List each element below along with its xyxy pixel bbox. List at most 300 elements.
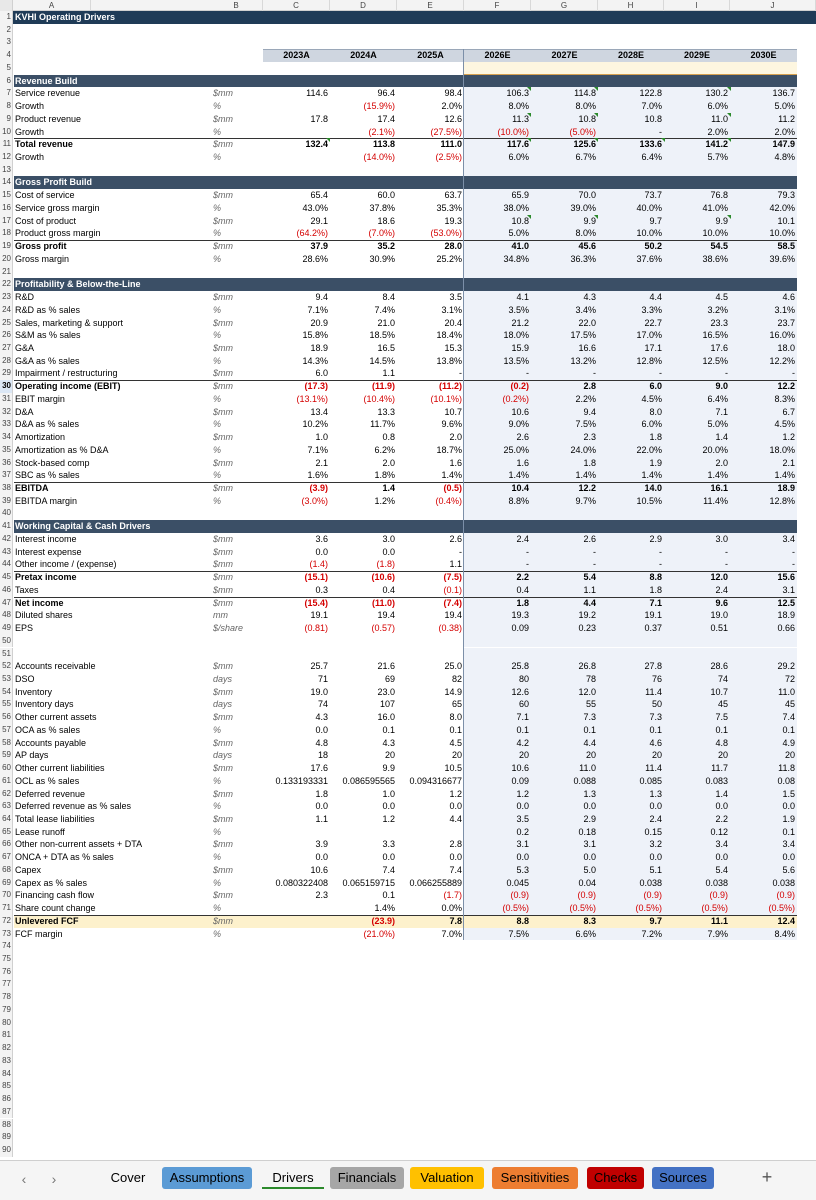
unit-cell[interactable]: % <box>213 928 222 939</box>
row-number[interactable]: 58 <box>0 737 13 750</box>
row-number[interactable]: 21 <box>0 266 13 279</box>
value-cell[interactable]: (0.9) <box>577 890 596 901</box>
value-cell[interactable]: 2.0 <box>449 432 462 443</box>
value-cell[interactable]: 1.8 <box>649 584 662 595</box>
value-cell[interactable]: 17.4 <box>377 113 395 124</box>
value-cell[interactable]: 1.1 <box>449 559 462 570</box>
value-cell[interactable]: 9.9 <box>583 215 596 226</box>
unit-cell[interactable]: $mm <box>213 661 233 672</box>
value-cell[interactable]: 20.4 <box>444 317 462 328</box>
year-header-cell[interactable]: 2026E <box>484 50 511 61</box>
value-cell[interactable]: 1.2 <box>449 788 462 799</box>
column-header-j[interactable]: J <box>730 0 816 11</box>
value-cell[interactable]: 43.0% <box>302 202 328 213</box>
row-label[interactable]: Impairment / restructuring <box>15 368 118 379</box>
year-header-cell[interactable]: 2030E <box>750 50 777 61</box>
value-cell[interactable]: 21.0 <box>377 317 395 328</box>
value-cell[interactable]: (15.1) <box>304 572 328 583</box>
unit-cell[interactable]: % <box>213 330 222 341</box>
value-cell[interactable]: 1.4% <box>575 470 596 481</box>
value-cell[interactable]: 4.5 <box>715 292 728 303</box>
row-number[interactable]: 86 <box>0 1093 13 1106</box>
value-cell[interactable]: 1.8% <box>374 470 395 481</box>
row-number[interactable]: 6 <box>0 75 13 88</box>
value-cell[interactable]: 10.0% <box>702 228 728 239</box>
value-cell[interactable]: 0.0 <box>315 801 328 812</box>
value-cell[interactable]: 3.4 <box>782 839 795 850</box>
value-cell[interactable]: 0.8 <box>382 432 395 443</box>
row-number[interactable]: 7 <box>0 87 13 100</box>
value-cell[interactable]: 3.9 <box>315 839 328 850</box>
value-cell[interactable]: 23.7 <box>777 317 795 328</box>
value-cell[interactable]: 65.4 <box>310 190 328 201</box>
unit-cell[interactable]: % <box>213 470 222 481</box>
value-cell[interactable]: 11.4% <box>703 495 728 506</box>
value-cell[interactable]: 9.7% <box>575 495 596 506</box>
formula-warning-flag[interactable] <box>594 138 598 142</box>
unit-cell[interactable]: $mm <box>213 597 233 608</box>
formula-warning-flag[interactable] <box>727 113 731 117</box>
row-number[interactable]: 79 <box>0 1004 13 1017</box>
value-cell[interactable]: 9.0% <box>508 419 529 430</box>
row-number[interactable]: 54 <box>0 686 13 699</box>
value-cell[interactable]: 0.085 <box>639 775 662 786</box>
value-cell[interactable]: 20 <box>384 750 395 761</box>
value-cell[interactable]: (0.9) <box>510 890 529 901</box>
value-cell[interactable]: - <box>725 559 728 570</box>
value-cell[interactable]: 12.0 <box>710 572 728 583</box>
value-cell[interactable]: 15.3 <box>444 342 462 353</box>
value-cell[interactable]: 1.9 <box>649 457 662 468</box>
value-cell[interactable] <box>330 826 397 839</box>
value-cell[interactable]: 3.1% <box>774 304 795 315</box>
value-cell[interactable]: 2.6 <box>449 533 462 544</box>
value-cell[interactable]: 1.4% <box>707 470 728 481</box>
row-number[interactable]: 34 <box>0 431 13 444</box>
value-cell[interactable]: 2.0% <box>707 126 728 137</box>
value-cell[interactable]: 4.8% <box>774 152 795 163</box>
value-cell[interactable]: 122.8 <box>639 88 662 99</box>
row-number[interactable]: 83 <box>0 1055 13 1068</box>
value-cell[interactable]: 19.1 <box>644 610 662 621</box>
value-cell[interactable]: 4.4 <box>583 597 596 608</box>
value-cell[interactable]: - <box>593 546 596 557</box>
section-title[interactable]: Working Capital & Cash Drivers <box>15 521 151 532</box>
value-cell[interactable]: 11.8 <box>778 763 795 774</box>
value-cell[interactable]: 0.12 <box>710 826 728 837</box>
tab-sources[interactable]: Sources <box>652 1167 714 1189</box>
row-number[interactable]: 26 <box>0 329 13 342</box>
value-cell[interactable]: 40.0% <box>636 202 662 213</box>
row-label[interactable]: Growth <box>15 126 45 137</box>
value-cell[interactable]: 10.0% <box>769 228 795 239</box>
value-cell[interactable]: 3.4% <box>575 304 596 315</box>
row-number[interactable]: 38 <box>0 482 13 495</box>
unit-cell[interactable]: days <box>213 750 233 761</box>
row-number[interactable]: 61 <box>0 775 13 788</box>
value-cell[interactable]: 20.0% <box>702 444 728 455</box>
row-number[interactable]: 11 <box>0 138 13 151</box>
value-cell[interactable]: 1.6 <box>449 457 462 468</box>
column-header-c[interactable]: C <box>263 0 330 11</box>
value-cell[interactable]: 10.6 <box>511 763 529 774</box>
unit-cell[interactable]: % <box>213 419 222 430</box>
row-number[interactable]: 75 <box>0 953 13 966</box>
unit-cell[interactable]: $mm <box>213 546 233 557</box>
value-cell[interactable]: 2.1 <box>782 457 795 468</box>
year-header-cell[interactable]: 2024A <box>350 50 377 61</box>
value-cell[interactable]: 6.0% <box>508 152 529 163</box>
tab-drivers[interactable]: Drivers <box>262 1167 324 1189</box>
row-label[interactable]: Financing cash flow <box>15 890 95 901</box>
row-number[interactable]: 12 <box>0 151 13 164</box>
row-number[interactable]: 9 <box>0 113 13 126</box>
row-label[interactable]: Stock-based comp <box>15 457 90 468</box>
unit-cell[interactable]: $mm <box>213 139 233 150</box>
value-cell[interactable]: 0.1 <box>382 724 395 735</box>
value-cell[interactable]: 5.0% <box>774 101 795 112</box>
row-number[interactable]: 39 <box>0 495 13 508</box>
value-cell[interactable]: - <box>792 559 795 570</box>
value-cell[interactable]: 8.4% <box>774 928 795 939</box>
value-cell[interactable]: 12.6 <box>511 686 529 697</box>
value-cell[interactable]: 39.6% <box>769 253 795 264</box>
value-cell[interactable]: 35.2 <box>377 241 395 252</box>
value-cell[interactable]: 8.0% <box>575 228 596 239</box>
value-cell[interactable]: - <box>792 368 795 379</box>
value-cell[interactable]: (27.5%) <box>430 126 462 137</box>
row-number[interactable]: 84 <box>0 1068 13 1081</box>
row-label[interactable]: EBITDA margin <box>15 495 78 506</box>
value-cell[interactable]: 0.0 <box>649 852 662 863</box>
value-cell[interactable]: (0.2) <box>510 381 529 392</box>
value-cell[interactable]: 8.0% <box>508 101 529 112</box>
value-cell[interactable]: 13.3 <box>377 406 395 417</box>
value-cell[interactable]: (17.3) <box>304 381 328 392</box>
value-cell[interactable]: 45 <box>784 699 795 710</box>
value-cell[interactable]: 11.3 <box>512 113 529 124</box>
value-cell[interactable]: 10.8 <box>644 113 662 124</box>
formula-warning-flag[interactable] <box>594 215 598 219</box>
value-cell[interactable]: 147.9 <box>772 139 795 150</box>
value-cell[interactable]: 0.1 <box>715 724 728 735</box>
value-cell[interactable]: 7.1% <box>307 304 328 315</box>
value-cell[interactable]: (0.4%) <box>435 495 462 506</box>
value-cell[interactable]: 10.6 <box>310 864 328 875</box>
value-cell[interactable]: 72 <box>784 673 795 684</box>
row-number[interactable]: 69 <box>0 877 13 890</box>
value-cell[interactable]: 4.1 <box>516 292 529 303</box>
row-number[interactable]: 36 <box>0 457 13 470</box>
value-cell[interactable]: - <box>593 559 596 570</box>
value-cell[interactable]: 1.8 <box>649 432 662 443</box>
value-cell[interactable]: 7.1 <box>715 406 728 417</box>
value-cell[interactable]: 0.1 <box>782 826 795 837</box>
value-cell[interactable]: 12.0 <box>578 686 596 697</box>
value-cell[interactable]: 1.2% <box>374 495 395 506</box>
value-cell[interactable]: - <box>593 368 596 379</box>
value-cell[interactable]: 0.0 <box>449 801 462 812</box>
value-cell[interactable]: 12.6 <box>444 113 462 124</box>
value-cell[interactable]: 15.6 <box>777 572 795 583</box>
row-number[interactable]: 67 <box>0 851 13 864</box>
value-cell[interactable]: 8.0 <box>449 712 462 723</box>
value-cell[interactable]: 2.8 <box>449 839 462 850</box>
row-number[interactable]: 63 <box>0 800 13 813</box>
year-header-cell[interactable]: 2027E <box>551 50 578 61</box>
value-cell[interactable]: 2.0 <box>382 457 395 468</box>
value-cell[interactable]: 107 <box>379 699 395 710</box>
section-title[interactable]: Revenue Build <box>15 75 78 86</box>
value-cell[interactable]: 0.086595565 <box>342 775 395 786</box>
value-cell[interactable]: 2.0% <box>441 101 462 112</box>
value-cell[interactable]: 73.7 <box>644 190 662 201</box>
value-cell[interactable]: 10.1 <box>777 215 795 226</box>
row-number[interactable]: 76 <box>0 966 13 979</box>
value-cell[interactable]: 1.6% <box>307 470 328 481</box>
value-cell[interactable]: 2.9 <box>649 533 662 544</box>
value-cell[interactable]: 6.0 <box>649 381 662 392</box>
value-cell[interactable]: 30.9% <box>369 253 395 264</box>
row-number[interactable]: 25 <box>0 317 13 330</box>
value-cell[interactable]: 41.0% <box>702 202 728 213</box>
value-cell[interactable]: 0.23 <box>578 623 596 634</box>
row-number[interactable]: 48 <box>0 609 13 622</box>
formula-warning-flag[interactable] <box>727 215 731 219</box>
value-cell[interactable]: (0.5%) <box>768 903 795 914</box>
value-cell[interactable]: 18.9 <box>310 342 328 353</box>
value-cell[interactable]: (10.1%) <box>430 393 462 404</box>
value-cell[interactable]: 0.083 <box>705 775 728 786</box>
value-cell[interactable]: 4.6 <box>649 737 662 748</box>
value-cell[interactable]: 10.7 <box>444 406 462 417</box>
value-cell[interactable]: 4.3 <box>315 712 328 723</box>
unit-cell[interactable]: $mm <box>213 88 233 99</box>
value-cell[interactable]: - <box>659 546 662 557</box>
value-cell[interactable]: 17.6 <box>710 342 728 353</box>
value-cell[interactable]: 39.0% <box>570 202 596 213</box>
row-label[interactable]: OCA as % sales <box>15 724 81 735</box>
value-cell[interactable]: 18.5% <box>369 330 395 341</box>
select-all-corner[interactable] <box>0 0 13 11</box>
value-cell[interactable]: 34.8% <box>503 253 529 264</box>
value-cell[interactable]: 8.8 <box>649 572 662 583</box>
unit-cell[interactable]: $mm <box>213 890 233 901</box>
row-number[interactable]: 15 <box>0 189 13 202</box>
row-number[interactable]: 5 <box>0 62 13 75</box>
value-cell[interactable]: 0.038 <box>772 877 795 888</box>
row-label[interactable]: Inventory days <box>15 699 74 710</box>
value-cell[interactable]: 1.4 <box>382 483 395 493</box>
row-number[interactable]: 80 <box>0 1017 13 1030</box>
value-cell[interactable]: (5.0%) <box>569 126 596 137</box>
value-cell[interactable]: 0.088 <box>573 775 596 786</box>
unit-cell[interactable]: mm <box>213 610 228 621</box>
row-number[interactable]: 50 <box>0 635 13 648</box>
value-cell[interactable]: 16.5% <box>702 330 728 341</box>
value-cell[interactable]: (3.9) <box>309 483 328 493</box>
value-cell[interactable]: 0.37 <box>644 623 662 634</box>
value-cell[interactable]: 41.0 <box>511 241 529 252</box>
unit-cell[interactable]: % <box>213 877 222 888</box>
value-cell[interactable]: (0.9) <box>776 890 795 901</box>
value-cell[interactable]: (1.8) <box>376 559 395 570</box>
row-number[interactable]: 74 <box>0 940 13 953</box>
value-cell[interactable] <box>263 928 330 941</box>
value-cell[interactable]: 0.0 <box>583 801 596 812</box>
value-cell[interactable]: 12.8% <box>769 495 795 506</box>
row-number[interactable]: 30 <box>0 380 13 393</box>
value-cell[interactable]: 1.1 <box>382 368 395 379</box>
value-cell[interactable]: (11.0) <box>371 597 395 608</box>
value-cell[interactable] <box>263 915 330 928</box>
value-cell[interactable]: 2.4 <box>649 813 662 824</box>
value-cell[interactable]: (10.0%) <box>497 126 529 137</box>
row-label[interactable]: G&A <box>15 342 35 353</box>
value-cell[interactable]: 15.8% <box>302 330 328 341</box>
row-label[interactable]: EBIT margin <box>15 393 65 404</box>
value-cell[interactable]: 7.3 <box>583 712 596 723</box>
unit-cell[interactable]: $mm <box>213 915 233 926</box>
value-cell[interactable]: 0.0 <box>583 852 596 863</box>
row-number[interactable]: 22 <box>0 278 13 291</box>
row-number[interactable]: 65 <box>0 826 13 839</box>
value-cell[interactable]: 18.9 <box>777 483 795 493</box>
value-cell[interactable]: 7.0% <box>641 101 662 112</box>
value-cell[interactable]: 11.4 <box>645 686 662 697</box>
row-label[interactable]: ONCA + DTA as % sales <box>15 852 114 863</box>
value-cell[interactable]: 10.5 <box>444 763 462 774</box>
value-cell[interactable]: 12.4 <box>777 915 795 926</box>
row-label[interactable]: AP days <box>15 750 49 761</box>
value-cell[interactable]: 12.2% <box>769 355 795 366</box>
value-cell[interactable]: (2.1%) <box>368 126 395 137</box>
sheet-title[interactable]: KVHI Operating Drivers <box>15 12 116 22</box>
unit-cell[interactable]: % <box>213 444 222 455</box>
value-cell[interactable]: (10.4%) <box>363 393 395 404</box>
column-header-d[interactable]: D <box>330 0 397 11</box>
value-cell[interactable]: 2.6 <box>516 432 529 443</box>
row-number[interactable]: 55 <box>0 698 13 711</box>
value-cell[interactable]: - <box>659 126 662 137</box>
value-cell[interactable]: (0.5%) <box>635 903 662 914</box>
section-title[interactable]: Gross Profit Build <box>15 177 93 188</box>
value-cell[interactable]: 2.4 <box>516 533 529 544</box>
year-header-cell[interactable]: 2023A <box>283 50 310 61</box>
row-label[interactable]: SBC as % sales <box>15 470 80 481</box>
value-cell[interactable]: - <box>526 546 529 557</box>
value-cell[interactable]: 0.0 <box>315 852 328 863</box>
row-number[interactable]: 23 <box>0 291 13 304</box>
value-cell[interactable]: 38.6% <box>702 253 728 264</box>
value-cell[interactable]: - <box>659 368 662 379</box>
value-cell[interactable]: 0.0 <box>516 852 529 863</box>
value-cell[interactable]: 4.5 <box>449 737 462 748</box>
value-cell[interactable]: 1.4 <box>715 788 728 799</box>
row-number[interactable]: 90 <box>0 1144 13 1157</box>
value-cell[interactable]: 1.0 <box>382 788 395 799</box>
value-cell[interactable]: 0.18 <box>578 826 596 837</box>
value-cell[interactable]: 65.9 <box>511 190 529 201</box>
value-cell[interactable]: 16.1 <box>710 483 728 493</box>
value-cell[interactable]: 0.1 <box>583 724 596 735</box>
value-cell[interactable]: - <box>459 546 462 557</box>
unit-cell[interactable]: % <box>213 152 222 163</box>
row-label[interactable]: Accounts payable <box>15 737 87 748</box>
value-cell[interactable]: 20 <box>585 750 596 761</box>
value-cell[interactable]: 0.09 <box>511 775 529 786</box>
unit-cell[interactable]: % <box>213 228 222 239</box>
value-cell[interactable]: (7.0%) <box>368 228 395 239</box>
value-cell[interactable]: 13.2% <box>570 355 596 366</box>
row-number[interactable]: 42 <box>0 533 13 546</box>
unit-cell[interactable]: % <box>213 852 222 863</box>
unit-cell[interactable]: % <box>213 903 222 914</box>
value-cell[interactable]: 11.0 <box>778 686 795 697</box>
value-cell[interactable]: 10.8 <box>511 215 529 226</box>
value-cell[interactable]: 82 <box>451 673 462 684</box>
value-cell[interactable]: 70.0 <box>578 190 596 201</box>
unit-cell[interactable]: % <box>213 304 222 315</box>
unit-cell[interactable]: $mm <box>213 406 233 417</box>
value-cell[interactable]: 35.3% <box>436 202 462 213</box>
value-cell[interactable]: 3.4 <box>782 533 795 544</box>
value-cell[interactable]: 1.8 <box>516 597 529 608</box>
year-header-cell[interactable]: 2029E <box>683 50 711 61</box>
row-label[interactable]: Taxes <box>15 584 39 595</box>
row-label[interactable]: Cost of product <box>15 215 77 226</box>
formula-warning-flag[interactable] <box>661 138 665 142</box>
value-cell[interactable]: 0.045 <box>506 877 529 888</box>
row-number[interactable]: 20 <box>0 253 13 266</box>
unit-cell[interactable]: % <box>213 355 222 366</box>
value-cell[interactable]: (0.1) <box>443 584 462 595</box>
tab-assumptions[interactable]: Assumptions <box>162 1167 252 1189</box>
value-cell[interactable]: 0.0 <box>782 801 795 812</box>
value-cell[interactable]: 26.8 <box>578 661 596 672</box>
row-label[interactable]: S&M as % sales <box>15 330 81 341</box>
row-number[interactable]: 10 <box>0 126 13 139</box>
value-cell[interactable]: 20 <box>717 750 728 761</box>
value-cell[interactable]: 7.5% <box>575 419 596 430</box>
unit-cell[interactable]: $mm <box>213 712 233 723</box>
value-cell[interactable]: 1.8 <box>583 457 596 468</box>
value-cell[interactable]: (0.2%) <box>502 393 529 404</box>
value-cell[interactable]: 0.0 <box>382 546 395 557</box>
unit-cell[interactable]: $mm <box>213 559 233 570</box>
value-cell[interactable]: 16.0 <box>377 712 395 723</box>
column-header-f[interactable]: F <box>464 0 531 11</box>
row-number[interactable]: 31 <box>0 393 13 406</box>
value-cell[interactable]: 71 <box>317 673 328 684</box>
value-cell[interactable]: 1.4% <box>641 470 662 481</box>
value-cell[interactable]: 114.8 <box>574 88 596 99</box>
row-label[interactable]: Growth <box>15 152 45 163</box>
value-cell[interactable]: 132.4 <box>305 139 328 150</box>
value-cell[interactable]: 20 <box>784 750 795 761</box>
value-cell[interactable]: 0.0 <box>516 801 529 812</box>
value-cell[interactable]: 11.4 <box>645 763 662 774</box>
row-number[interactable]: 45 <box>0 571 13 584</box>
value-cell[interactable]: 4.9 <box>782 737 795 748</box>
value-cell[interactable] <box>263 826 330 839</box>
value-cell[interactable]: 141.2 <box>705 139 728 150</box>
value-cell[interactable]: 7.2% <box>641 928 662 939</box>
value-cell[interactable]: 3.2 <box>649 839 662 850</box>
value-cell[interactable]: (15.4) <box>304 597 328 608</box>
value-cell[interactable]: 5.4 <box>583 572 596 583</box>
value-cell[interactable]: 17.1 <box>644 342 662 353</box>
